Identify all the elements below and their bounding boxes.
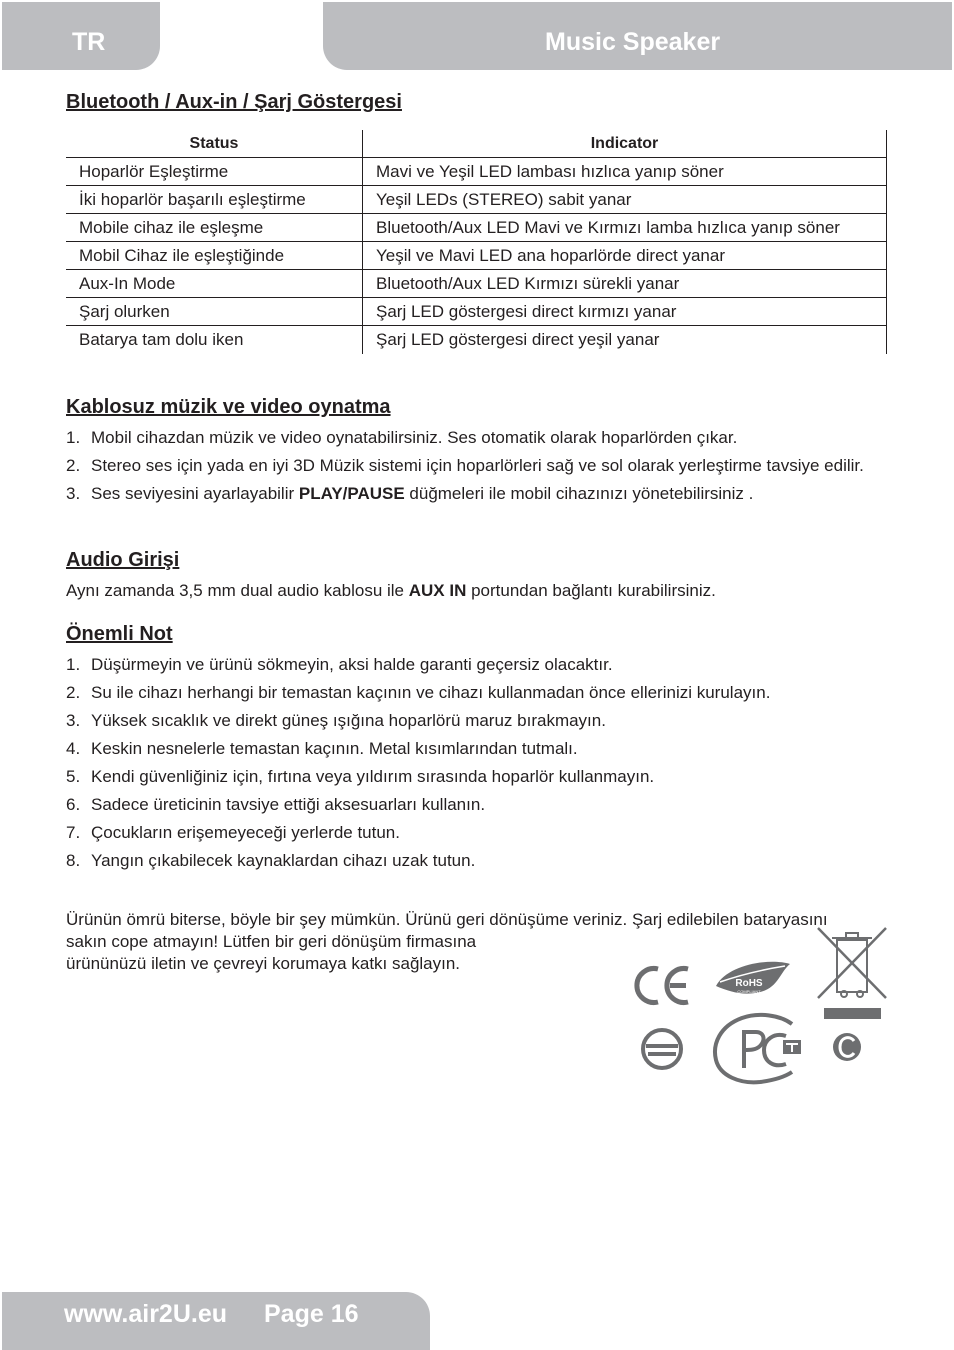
indicator-cell: Bluetooth/Aux LED Mavi ve Kırmızı lamba hızlıca yanıp söner xyxy=(363,214,887,242)
website-link[interactable]: www.air2U.eu xyxy=(64,1300,228,1328)
column-header-indicator: Indicator xyxy=(363,130,887,158)
status-cell: Aux-In Mode xyxy=(66,270,363,298)
list-text: Sadece üreticinin tavsiye ettiği aksesuarları kullanın. xyxy=(91,795,486,814)
audio-paragraph xyxy=(66,580,716,602)
list-text: Düşürmeyin ve ürünü sökmeyin, aksi halde garanti geçersiz olacaktır. xyxy=(91,655,613,674)
section-heading-indicator: Bluetooth / Aux-in / Şarj Göstergesi xyxy=(66,91,402,113)
table-header-row xyxy=(66,130,887,158)
list-number: 8. xyxy=(66,851,81,870)
table-row xyxy=(66,214,887,242)
table-row xyxy=(66,326,887,355)
rohs-sub-label: COMPLIANT xyxy=(737,989,761,994)
important-notes-list xyxy=(66,654,886,878)
indicator-cell: Şarj LED göstergesi direct yeşil yanar xyxy=(363,326,887,355)
list-number: 2. xyxy=(66,456,81,475)
play-pause-label: PLAY/PAUSE xyxy=(298,484,405,503)
certification-marks xyxy=(620,920,900,1090)
table-row xyxy=(66,158,887,186)
status-cell: Batarya tam dolu iken xyxy=(66,326,363,355)
list-item xyxy=(66,710,886,732)
indicator-cell: Şarj LED göstergesi direct kırmızı yanar xyxy=(363,298,887,326)
list-text: Mobil cihazdan müzik ve video oynatabilirsiniz. Ses otomatik olarak hoparlörden çıkar. xyxy=(91,428,738,447)
page-footer xyxy=(2,1292,430,1350)
list-item xyxy=(66,850,886,872)
weee-bin-icon xyxy=(818,928,886,1019)
list-item xyxy=(66,483,876,505)
status-cell: Mobil Cihaz ile eşleştiğinde xyxy=(66,242,363,270)
list-item xyxy=(66,455,876,477)
list-number: 3. xyxy=(66,711,81,730)
audio-text-pre: Aynı zamanda 3,5 mm dual audio kablosu ile xyxy=(66,581,409,600)
list-item xyxy=(66,654,886,676)
list-item xyxy=(66,682,886,704)
page-title: Music Speaker xyxy=(545,28,721,56)
list-text: Yüksek sıcaklık ve direkt güneş ışığına hoparlörü maruz bırakmayın. xyxy=(91,711,606,730)
list-item xyxy=(66,427,876,449)
wireless-list xyxy=(66,427,876,511)
language-label: TR xyxy=(72,28,106,56)
recycle-line-3: ürününüzü iletin ve çevreyi korumaya katkı sağlayın. xyxy=(66,954,461,973)
list-text: Su ile cihazı herhangi bir temastan kaçının ve cihazı kullanmadan önce ellerinizi kurulayın. xyxy=(91,683,771,702)
column-header-status: Status xyxy=(189,134,239,152)
pct-mark-icon xyxy=(715,1015,801,1082)
list-number: 2. xyxy=(66,683,81,702)
table-row xyxy=(66,242,887,270)
list-number: 4. xyxy=(66,739,81,758)
list-number: 3. xyxy=(66,484,81,503)
list-item xyxy=(66,738,886,760)
list-text: Keskin nesnelerle temastan kaçının. Metal kısımlarından tutmalı. xyxy=(91,739,578,758)
section-heading-audio: Audio Girişi xyxy=(66,549,180,571)
list-number: 5. xyxy=(66,767,81,786)
language-tab xyxy=(2,2,160,70)
list-text: Kendi güvenliğiniz için, fırtına veya yıldırım sırasında hoparlör kullanmayın. xyxy=(91,767,655,786)
list-number: 1. xyxy=(66,655,81,674)
indicator-cell: Mavi ve Yeşil LED lambası hızlıca yanıp söner xyxy=(363,158,887,186)
table-row xyxy=(66,298,887,326)
list-text: Çocukların erişemeyeceği yerlerde tutun. xyxy=(91,823,400,842)
list-number: 1. xyxy=(66,428,81,447)
list-number: 7. xyxy=(66,823,81,842)
audio-text-post: portundan bağlantı kurabilirsiniz. xyxy=(466,581,716,600)
list-text: Yangın çıkabilecek kaynaklardan cihazı uzak tutun. xyxy=(91,851,476,870)
indicator-cell: Bluetooth/Aux LED Kırmızı sürekli yanar xyxy=(363,270,887,298)
rohs-label: RoHS xyxy=(735,978,763,989)
list-item xyxy=(66,794,886,816)
eac-mark-icon xyxy=(643,1030,681,1068)
list-item xyxy=(66,766,886,788)
list-item xyxy=(66,822,886,844)
ce-mark-icon xyxy=(637,969,688,1003)
indicator-cell: Yeşil LEDs (STEREO) sabit yanar xyxy=(363,186,887,214)
rohs-leaf-icon xyxy=(716,962,790,994)
header-title-tab xyxy=(323,2,952,70)
page-number: Page 16 xyxy=(264,1300,359,1328)
status-cell: Şarj olurken xyxy=(66,298,363,326)
section-heading-important: Önemli Not xyxy=(66,623,173,645)
aux-in-label: AUX IN xyxy=(408,581,467,600)
indicator-table xyxy=(66,130,887,354)
recycle-line-1: Ürünün ömrü biterse, böyle bir şey mümkün. Ürünü geri dönüşüme veriniz. Şarj edilebilen bataryasını xyxy=(66,910,828,929)
list-text-post: düğmeleri ile mobil cihazınızı yönetebilirsiniz . xyxy=(404,484,754,503)
list-text-pre: Ses seviyesini ayarlayabilir xyxy=(91,484,299,503)
c-mark-icon xyxy=(833,1033,861,1061)
recycle-line-2: sakın cope atmayın! Lütfen bir geri dönüşüm firmasına xyxy=(66,932,477,951)
table-row xyxy=(66,270,887,298)
status-cell: Hoparlör Eşleştirme xyxy=(66,158,363,186)
status-cell: İki hoparlör başarılı eşleştirme xyxy=(66,186,363,214)
section-heading-wireless: Kablosuz müzik ve video oynatma xyxy=(66,396,391,418)
indicator-cell: Yeşil ve Mavi LED ana hoparlörde direct yanar xyxy=(363,242,887,270)
certification-logos xyxy=(620,920,900,1090)
table-row xyxy=(66,186,887,214)
list-number: 6. xyxy=(66,795,81,814)
list-text: Stereo ses için yada en iyi 3D Müzik sistemi için hoparlörleri sağ ve sol olarak yerleştirme tavsiye edilir. xyxy=(91,456,864,475)
status-cell: Mobile cihaz ile eşleşme xyxy=(66,214,363,242)
